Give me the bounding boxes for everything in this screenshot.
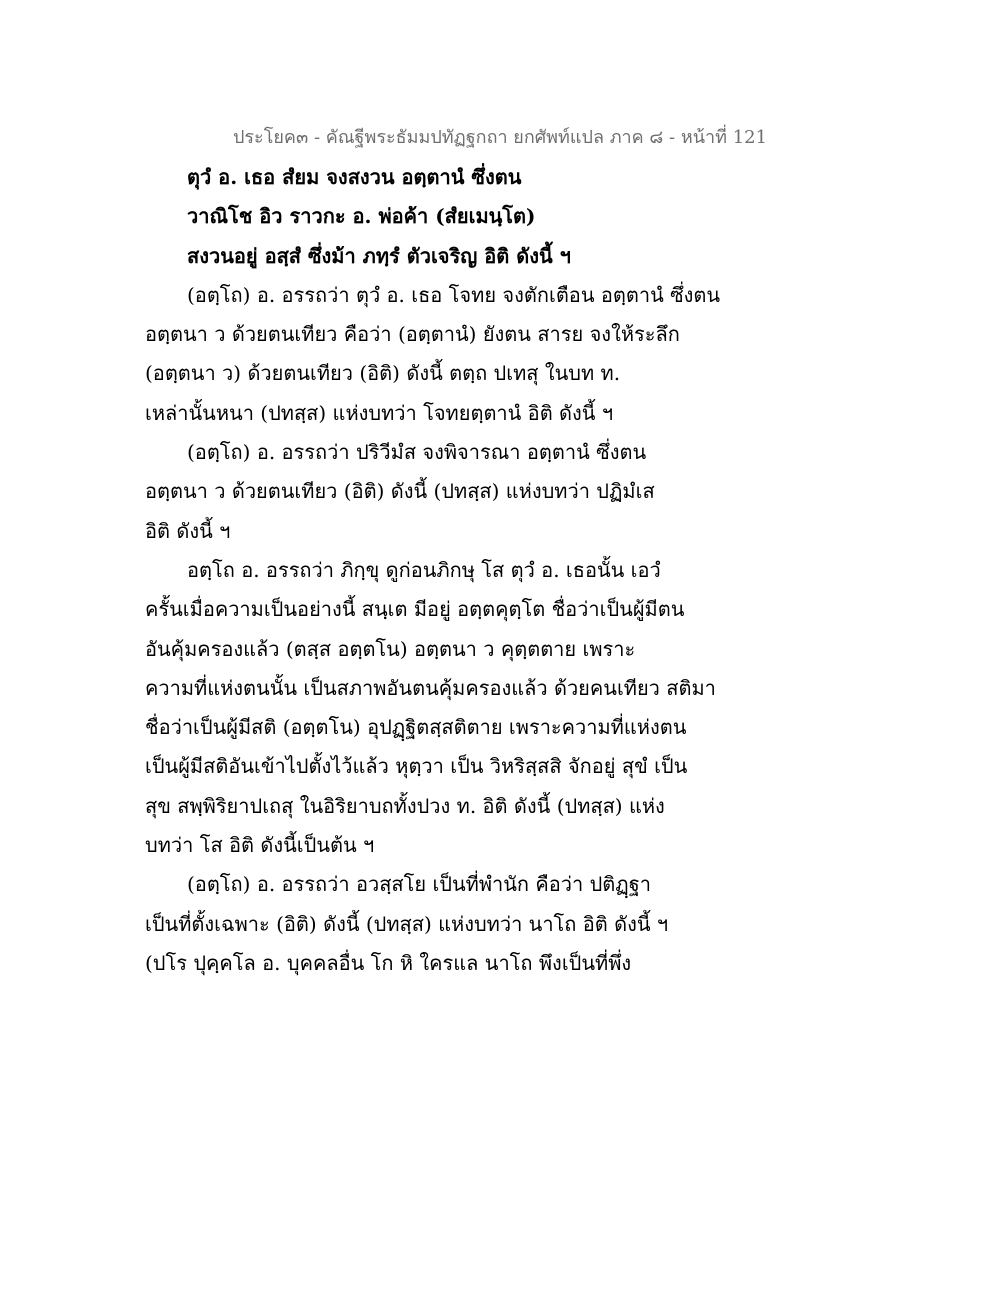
text-line: (ปโร ปุคฺคโล อ. บุคคลอื่น โก หิ ใครแล นาโถ พึงเป็นที่พึ่ง — [145, 950, 632, 975]
page-header: ประโยค๓ - คัณฐีพระธัมมปทัฏฐกถา ยกศัพท์แปล ภาค ๘ - หน้าที่ 121 — [232, 127, 768, 148]
text-line: อิติ ดังนี้ ฯ — [145, 518, 231, 543]
text-line: ครั้นเมื่อความเป็นอย่างนี้ สนฺเต มีอยู่ อตฺตคุตฺโต ชื่อว่าเป็นผู้มีตน — [145, 597, 685, 622]
text-line: (อตฺโถ) อ. อรรถว่า ตุวํ อ. เธอ โจทย จงตักเตือน อตฺตานํ ซึ่งตน — [187, 282, 721, 307]
text-line: ความที่แห่งตนนั้น เป็นสภาพอันตนคุ้มครองแล้ว ด้วยคนเทียว สติมา — [145, 675, 716, 700]
text-line: อันคุ้มครองแล้ว (ตสฺส อตฺตโน) อตฺตนา ว คุตฺตตาย เพราะ — [145, 636, 636, 661]
verse-line: สงวนอยู่ อสฺสํ ซึ่งม้า ภทฺรํ ตัวเจริญ อิติ ดังนี้ ฯ — [187, 243, 571, 268]
text-line: (อตฺตนา ว) ด้วยตนเทียว (อิติ) ดังนี้ ตตฺถ ปเทสุ ในบท ท. — [145, 361, 621, 386]
text-line: เป็นผู้มีสติอันเข้าไปตั้งไว้แล้ว หุตฺวา เป็น วิหริสฺสสิ จักอยู่ สุขํ เป็น — [145, 754, 688, 779]
text-line: ชื่อว่าเป็นผู้มีสติ (อตฺตโน) อุปฏฺฐิตสฺสติตาย เพราะความที่แห่งตน — [145, 715, 687, 740]
verse-line: ตุวํ อ. เธอ สํยม จงสงวน อตฺตานํ ซึ่งตน — [187, 165, 522, 189]
text-line: เหล่านั้นหนา (ปทสฺส) แห่งบทว่า โจทยตฺตานํ อิติ ดังนี้ ฯ — [145, 400, 614, 425]
text-line: อตฺตนา ว ด้วยตนเทียว คือว่า (อตฺตานํ) ยังตน สารย จงให้ระลึก — [145, 322, 680, 347]
text-line: เป็นที่ตั้งเฉพาะ (อิติ) ดังนี้ (ปทสฺส) แห่งบทว่า นาโถ อิติ ดังนี้ ฯ — [145, 911, 669, 936]
text-line: อตฺโถ อ. อรรถว่า ภิกฺขุ ดูก่อนภิกษุ โส ตุวํ อ. เธอนั้น เอวํ — [187, 557, 661, 582]
page-body — [145, 158, 721, 983]
verse-line: วาณิโช อิว ราวกะ อ. พ่อค้า (สํยเมนฺโต) — [187, 204, 536, 229]
text-line: อตฺตนา ว ด้วยตนเทียว (อิติ) ดังนี้ (ปทสฺส) แห่งบทว่า ปฏิมํเส — [145, 479, 655, 504]
text-line: (อตฺโถ) อ. อรรถว่า อวสฺสโย เป็นที่พำนัก คือว่า ปติฏฺฐา — [187, 872, 651, 897]
text-line: บทว่า โส อิติ ดังนี้เป็นต้น ฯ — [145, 833, 375, 858]
text-line: (อตฺโถ) อ. อรรถว่า ปริวีมํส จงพิจารณา อตฺตานํ ซึ่งตน — [187, 440, 647, 465]
text-line: สุข สพฺพิริยาปเถสุ ในอิริยาบถทั้งปวง ท. อิติ ดังนี้ (ปทสฺส) แห่ง — [145, 793, 665, 818]
